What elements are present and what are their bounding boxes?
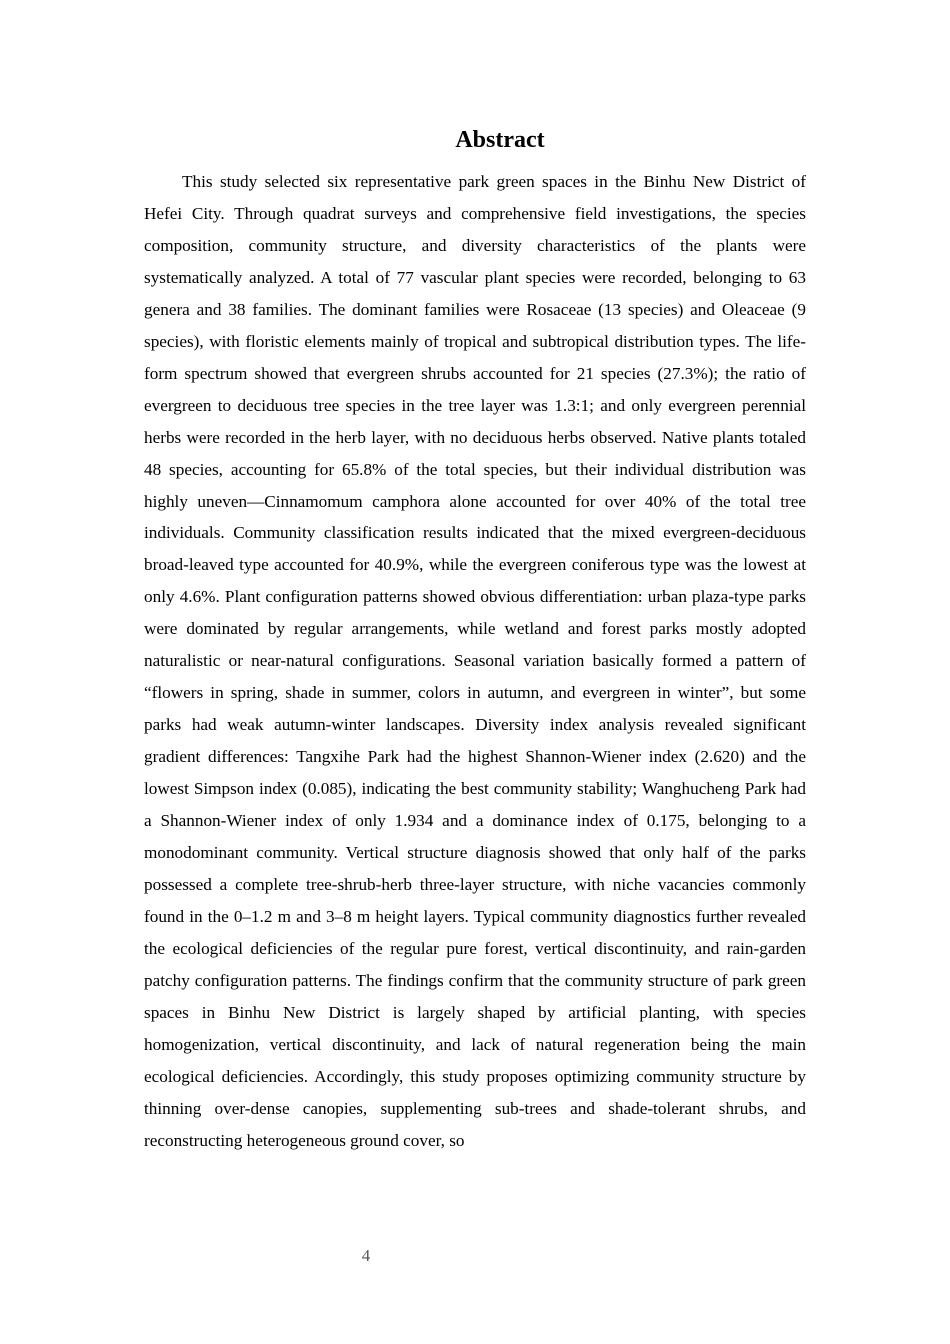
section-title: Abstract (455, 127, 545, 153)
abstract-paragraph: This study selected six representative park green spaces in the Binhu New District of Hefei City. Through quadrat surveys and comprehensive field investigations, the species composition, community structure, and diversity characteristics of the plants were systematically analyzed. A total of 77 vascular plant species were recorded, belonging to 63 genera and 38 families. The dominant families were Rosaceae (13 species) and Oleaceae (9 species), with floristic elements mainly of tropical and subtropical distribution types. The life-form spectrum showed that evergreen shrubs accounted for 21 species (27.3%); the ratio of evergreen to deciduous tree species in the tree layer was 1.3:1; and only evergreen perennial herbs were recorded in the herb layer, with no deciduous herbs observed. Native plants totaled 48 species, accounting for 65.8% of the total species, but their individual distribution was highly uneven—Cinnamomum camphora alone accounted for over 40% of the total tree individuals. Community classification results indicated that the mixed evergreen-deciduous broad-leaved type accounted for 40.9%, while the evergreen coniferous type was the lowest at only 4.6%. Plant configuration patterns showed obvious differentiation: urban plaza-type parks were dominated by regular arrangements, while wetland and forest parks mostly adopted naturalistic or near-natural configurations. Seasonal variation basically formed a pattern of “flowers in spring, shade in summer, colors in autumn, and evergreen in winter”, but some parks had weak autumn-winter landscapes. Diversity index analysis revealed significant gradient differences: Tangxihe Park had the highest Shannon-Wiener index (2.620) and the lowest Simpson index (0.085), indicating the best community stability; Wanghucheng Park had a Shannon-Wiener index of only 1.934 and a dominance index of 0.175, belonging to a monodominant community. Vertical structure diagnosis showed that only half of the parks possessed a complete tree-shrub-herb three-layer structure, with niche vacancies commonly found in the 0–1.2 m and 3–8 m height layers. Typical community diagnostics further revealed the ecological deficiencies of the regular pure forest, vertical discontinuity, and rain-garden patchy configuration patterns. The findings confirm that the community structure of park green spaces in Binhu New District is largely shaped by artificial planting, with species homogenization, vertical discontinuity, and lack of natural regeneration being the main ecological deficiencies. Accordingly, this study proposes optimizing community structure by thinning over-dense canopies, supplementing sub-trees and shade-tolerant shrubs, and reconstructing heterogeneous ground cover, so (144, 172, 806, 1150)
page-number: 4 (361, 1246, 371, 1265)
